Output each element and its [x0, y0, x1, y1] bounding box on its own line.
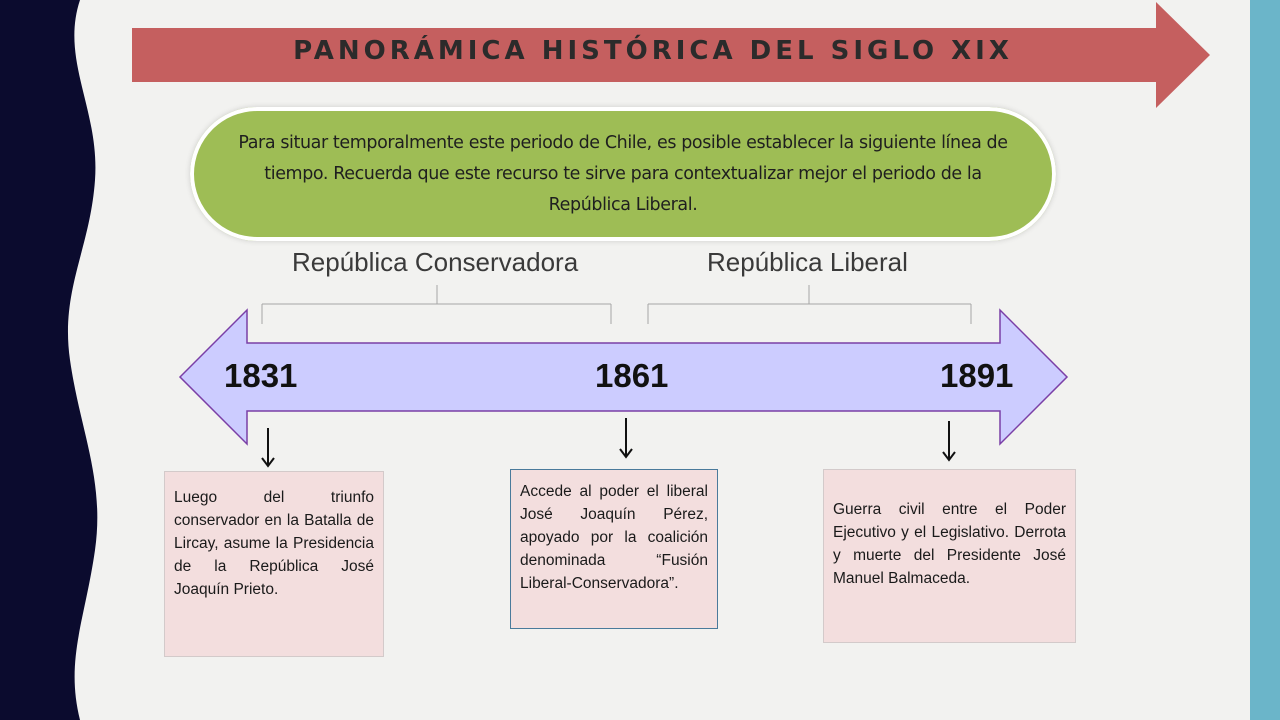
bracket-conservadora	[262, 285, 611, 324]
bracket-liberal	[648, 285, 971, 324]
event-box-1831: Luego del triunfo conservador en la Batalla de Lircay, asume la Presidencia de la República José Joaquín Prieto.	[164, 471, 384, 657]
year-1831: 1831	[224, 357, 298, 394]
page-title: PANORÁMICA HISTÓRICA DEL SIGLO XIX	[293, 36, 1013, 66]
period-label-conservadora: República Conservadora	[292, 247, 579, 277]
down-arrow-1861	[620, 418, 632, 457]
year-1891: 1891	[940, 357, 1014, 394]
down-arrow-1891	[943, 421, 955, 460]
period-label-liberal: República Liberal	[707, 247, 908, 277]
event-box-1891: Guerra civil entre el Poder Ejecutivo y el Legislativo. Derrota y muerte del Presidente José Manuel Balmaceda.	[823, 469, 1076, 643]
year-1861: 1861	[595, 357, 669, 394]
event-box-1861: Accede al poder el liberal José Joaquín Pérez, apoyado por la coalición denominada “Fusión Liberal-Conservadora”.	[510, 469, 718, 629]
intro-text: Para situar temporalmente este periodo de Chile, es posible establecer la siguiente línea de tiempo. Recuerda que este recurso te sirve para contextualizar mejor el periodo de la República Liberal.	[238, 132, 1008, 215]
down-arrow-1831	[262, 428, 274, 466]
